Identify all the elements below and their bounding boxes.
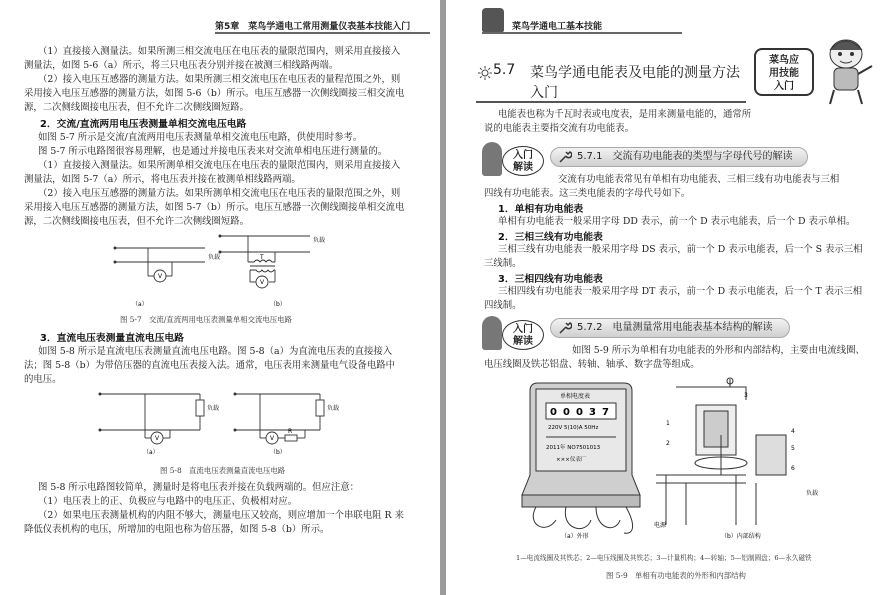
fig7-v-b: V (260, 279, 265, 286)
person-icon (482, 316, 502, 350)
fig8-sub-a: （a） (143, 449, 159, 456)
badge-line: 菜鸟应 (769, 55, 799, 66)
subsection-title-572: 5.7.2 电量测量常用电能表基本结构的解读 (577, 322, 773, 333)
fig9-load: 负载 (806, 490, 819, 497)
meter-title: 单相电度表 (560, 393, 591, 400)
left-para: （1）直接接入测量法。如果所测三相交流电压在电压表的量限范围内，则采用直接接入 (38, 46, 401, 57)
right-header-title: 菜鸟学通电工基本技能 (512, 22, 603, 32)
left-para: （1）直接接入测量法。如果所测单相交流电压在电压表的量限范围内，则采用直接接入 (38, 160, 401, 171)
item-title: 2．三相三线有功电能表 (498, 232, 603, 243)
right-para: 交流有功电能表常见有单相有功电能表、三相三线有功电能表与三相 (558, 174, 840, 185)
meter-wires (533, 507, 632, 533)
fig9-sub-a: （a）外形 (561, 533, 589, 540)
rumen-line: 入门 (513, 150, 533, 161)
left-heading-2: 2．交流/直流两用电压表测量单相交流电压电路 (40, 119, 247, 130)
meter-spec: 220V 5(10)A 50Hz (548, 425, 599, 431)
fig9-sub-b: （b）内部结构 (721, 533, 761, 540)
fig7-caption: 图 5-7 交流/直流两用电压表测量单相交流电压电路 (120, 315, 292, 324)
cartoon-worker-icon (816, 36, 876, 106)
fig8-v-a: V (155, 435, 160, 442)
item-text: 三相四线有功电能表一般采用字母 DT 表示，前一个 D 表示电能表，后一个 T 表示三相 (498, 286, 863, 297)
section-title-line1: 菜鸟学通电能表及电能的测量方法 (530, 65, 740, 81)
fig8-load-b: 负载 (327, 405, 340, 412)
fig9-num: 3 (744, 392, 748, 399)
section-title-line2: 入门 (530, 85, 558, 101)
fig9-num: 1 (666, 420, 670, 427)
left-para: 测量法，如图 5-6（a）所示，将三只电压表分别并接在被测三相线路两端。 (24, 60, 339, 71)
left-para: 降低仪表机构的电压，所增加的电阻也称为倍压器，如图 5-8（b）所示。 (24, 524, 330, 535)
fig8-r-label: R (288, 428, 293, 435)
left-para: （1）电压表上的正、负极应与电路中的电压正、负极相对应。 (38, 496, 298, 507)
sun-icon (478, 66, 492, 80)
right-para: 如图 5-9 所示为单相有功电能表的外形和内部结构，主要由电流线圈、 (572, 345, 865, 356)
fig9-num: 4 (791, 428, 795, 435)
item-text: 三线制。 (484, 258, 522, 269)
fig7-load-b: 负载 (313, 237, 326, 244)
fig9-num: 2 (666, 440, 670, 447)
right-page-header (482, 14, 682, 34)
item-text: 四线制。 (484, 300, 522, 311)
subsection-title-571: 5.7.1 交流有功电能表的类型与字母代号的解读 (577, 151, 793, 162)
wrench-icon (558, 321, 572, 335)
fig8-v-b: V (270, 435, 275, 442)
fig9-legend: 1—电流线圈及其铁芯；2—电压线圈及其铁芯；3—计量机构；4—转轴；5—铝制圆盘；6—永久磁铁 (516, 554, 812, 562)
subsection-bar-572 (550, 318, 790, 338)
figure-5-7 (110, 232, 340, 312)
left-para: 源，二次侧线圈接电压表，但不允许二次侧线圈短路。 (24, 102, 250, 113)
figure-5-8 (95, 386, 375, 458)
fig8-load-a: 负载 (207, 405, 220, 412)
fig8-caption: 图 5-8 直流电压表测量直流电压电路 (160, 466, 286, 475)
mascot-icon (482, 8, 504, 32)
fig9-num: 6 (791, 465, 795, 472)
left-para: （2）接入电压互感器的测量方法。如果所测三相交流电压在电压表的量程范围之外，则 (38, 74, 401, 85)
subsection-bar-571 (550, 147, 808, 167)
fig7-t-label: T (260, 254, 264, 261)
meter-digit: 7 (602, 407, 609, 418)
fig7-sub-a: （a） (132, 301, 148, 308)
item-text: 三相三线有功电能表一般采用字母 DS 表示，前一个 D 表示电能表，后一个 S 表示三相 (498, 244, 863, 255)
person-icon (482, 142, 502, 176)
fig9-num: 5 (791, 445, 795, 452)
wrench-icon (558, 150, 572, 164)
meter-serial: 2011年 NO7501013 (546, 445, 601, 451)
left-header-title: 第5章 菜鸟学通电工常用测量仪表基本技能入门 (215, 22, 411, 32)
fig7-load-a: 负载 (208, 254, 221, 261)
skill-badge (754, 48, 814, 96)
fig7-v-a: V (158, 273, 163, 280)
meter-digit: 0 (576, 407, 583, 418)
left-page (0, 0, 440, 595)
item-text: 单相有功电能表一般采用字母 DD 表示，前一个 D 表示电能表，后一个 D 表示单相。 (498, 216, 856, 227)
left-heading-3: 3．直流电压表测量直流电压电路 (40, 333, 184, 344)
left-para: （2）如果电压表测量机构的内阻不够大，测量电压又较高，则应增加一个串联电阻 R 来 (38, 510, 404, 521)
left-para: 如图 5-7 所示是交流/直流两用电压表测量单相交流电压电路，供使用时参考。 (38, 132, 363, 143)
meter-digit: 0 (550, 407, 557, 418)
badge-line: 入门 (774, 81, 794, 92)
rumen-line: 入门 (513, 324, 533, 335)
rumen-line: 解读 (513, 336, 533, 347)
internal-structure (656, 378, 786, 525)
fig9-power: 电源 (654, 522, 667, 529)
left-para: 采用接入电压互感器的测量方法，如图 5-7（b）所示。电压互感器一次侧线圈接单相交流电 (24, 202, 405, 213)
left-para: 图 5-8 所示电路图较简单，测量时是将电压表并接在负载两端的。但应注意： (38, 482, 360, 493)
meter-digit: 0 (563, 407, 570, 418)
item-title: 1．单相有功电能表 (498, 204, 584, 215)
rumen-badge (502, 320, 544, 350)
right-intro: 电能表也称为千瓦时表或电度表，是用来测量电能的，通常所 (498, 109, 752, 120)
left-page-header (215, 14, 430, 34)
left-para: （2）接入电压互感器的测量方法。如果所测单相交流电压在电压表的量限范围之外，则 (38, 188, 401, 199)
left-para: 采用接入电压互感器的测量方法，如图 5-6（b）所示。电压互感器一次侧线圈接三相交流电 (24, 88, 405, 99)
left-para: 的电压。 (24, 374, 62, 385)
right-para: 四线有功电能表。这三类电能表的字母代号如下。 (484, 188, 691, 199)
left-para: 如图 5-8 所示是直流电压表测量直流电压电路。图 5-8（a）为直流电压表的直接接入 (38, 346, 393, 357)
rumen-line: 解读 (513, 162, 533, 173)
fig9-caption: 图 5-9 单相有功电能表的外形和内部结构 (606, 571, 746, 580)
right-page (446, 0, 885, 595)
left-para: 源，二次侧线圈接电压表，但不允许二次侧线圈短路。 (24, 216, 250, 227)
section-underline (476, 101, 746, 103)
right-intro: 说的电能表主要指交流有功电能表。 (484, 123, 635, 134)
right-para: 电压线圈及铁芯铝盘、转轴、轴承、数字盘等组成。 (484, 359, 700, 370)
fig7-sub-b: （b） (270, 301, 286, 308)
left-para: 法；图 5-8（b）为带倍压器的直流电压表接入法。通常，电压表用来测量电气设备电路中 (24, 360, 395, 371)
figure-5-9 (516, 375, 861, 550)
left-para: 测量法，如图 5-7（a）所示，将电压表并接在被测单相线路两端。 (24, 174, 301, 185)
rumen-badge (502, 146, 544, 176)
item-title: 3．三相四线有功电能表 (498, 274, 603, 285)
fig8-sub-b: （b） (270, 449, 286, 456)
meter-maker: ×××仪表厂 (556, 457, 587, 463)
left-para: 图 5-7 所示电路图很容易理解，也是通过并接电压表来对交流单相电压进行测量的。 (38, 146, 388, 157)
badge-line: 用技能 (769, 68, 799, 79)
section-number: 5.7 (493, 62, 516, 78)
meter-digit: 3 (589, 407, 596, 418)
